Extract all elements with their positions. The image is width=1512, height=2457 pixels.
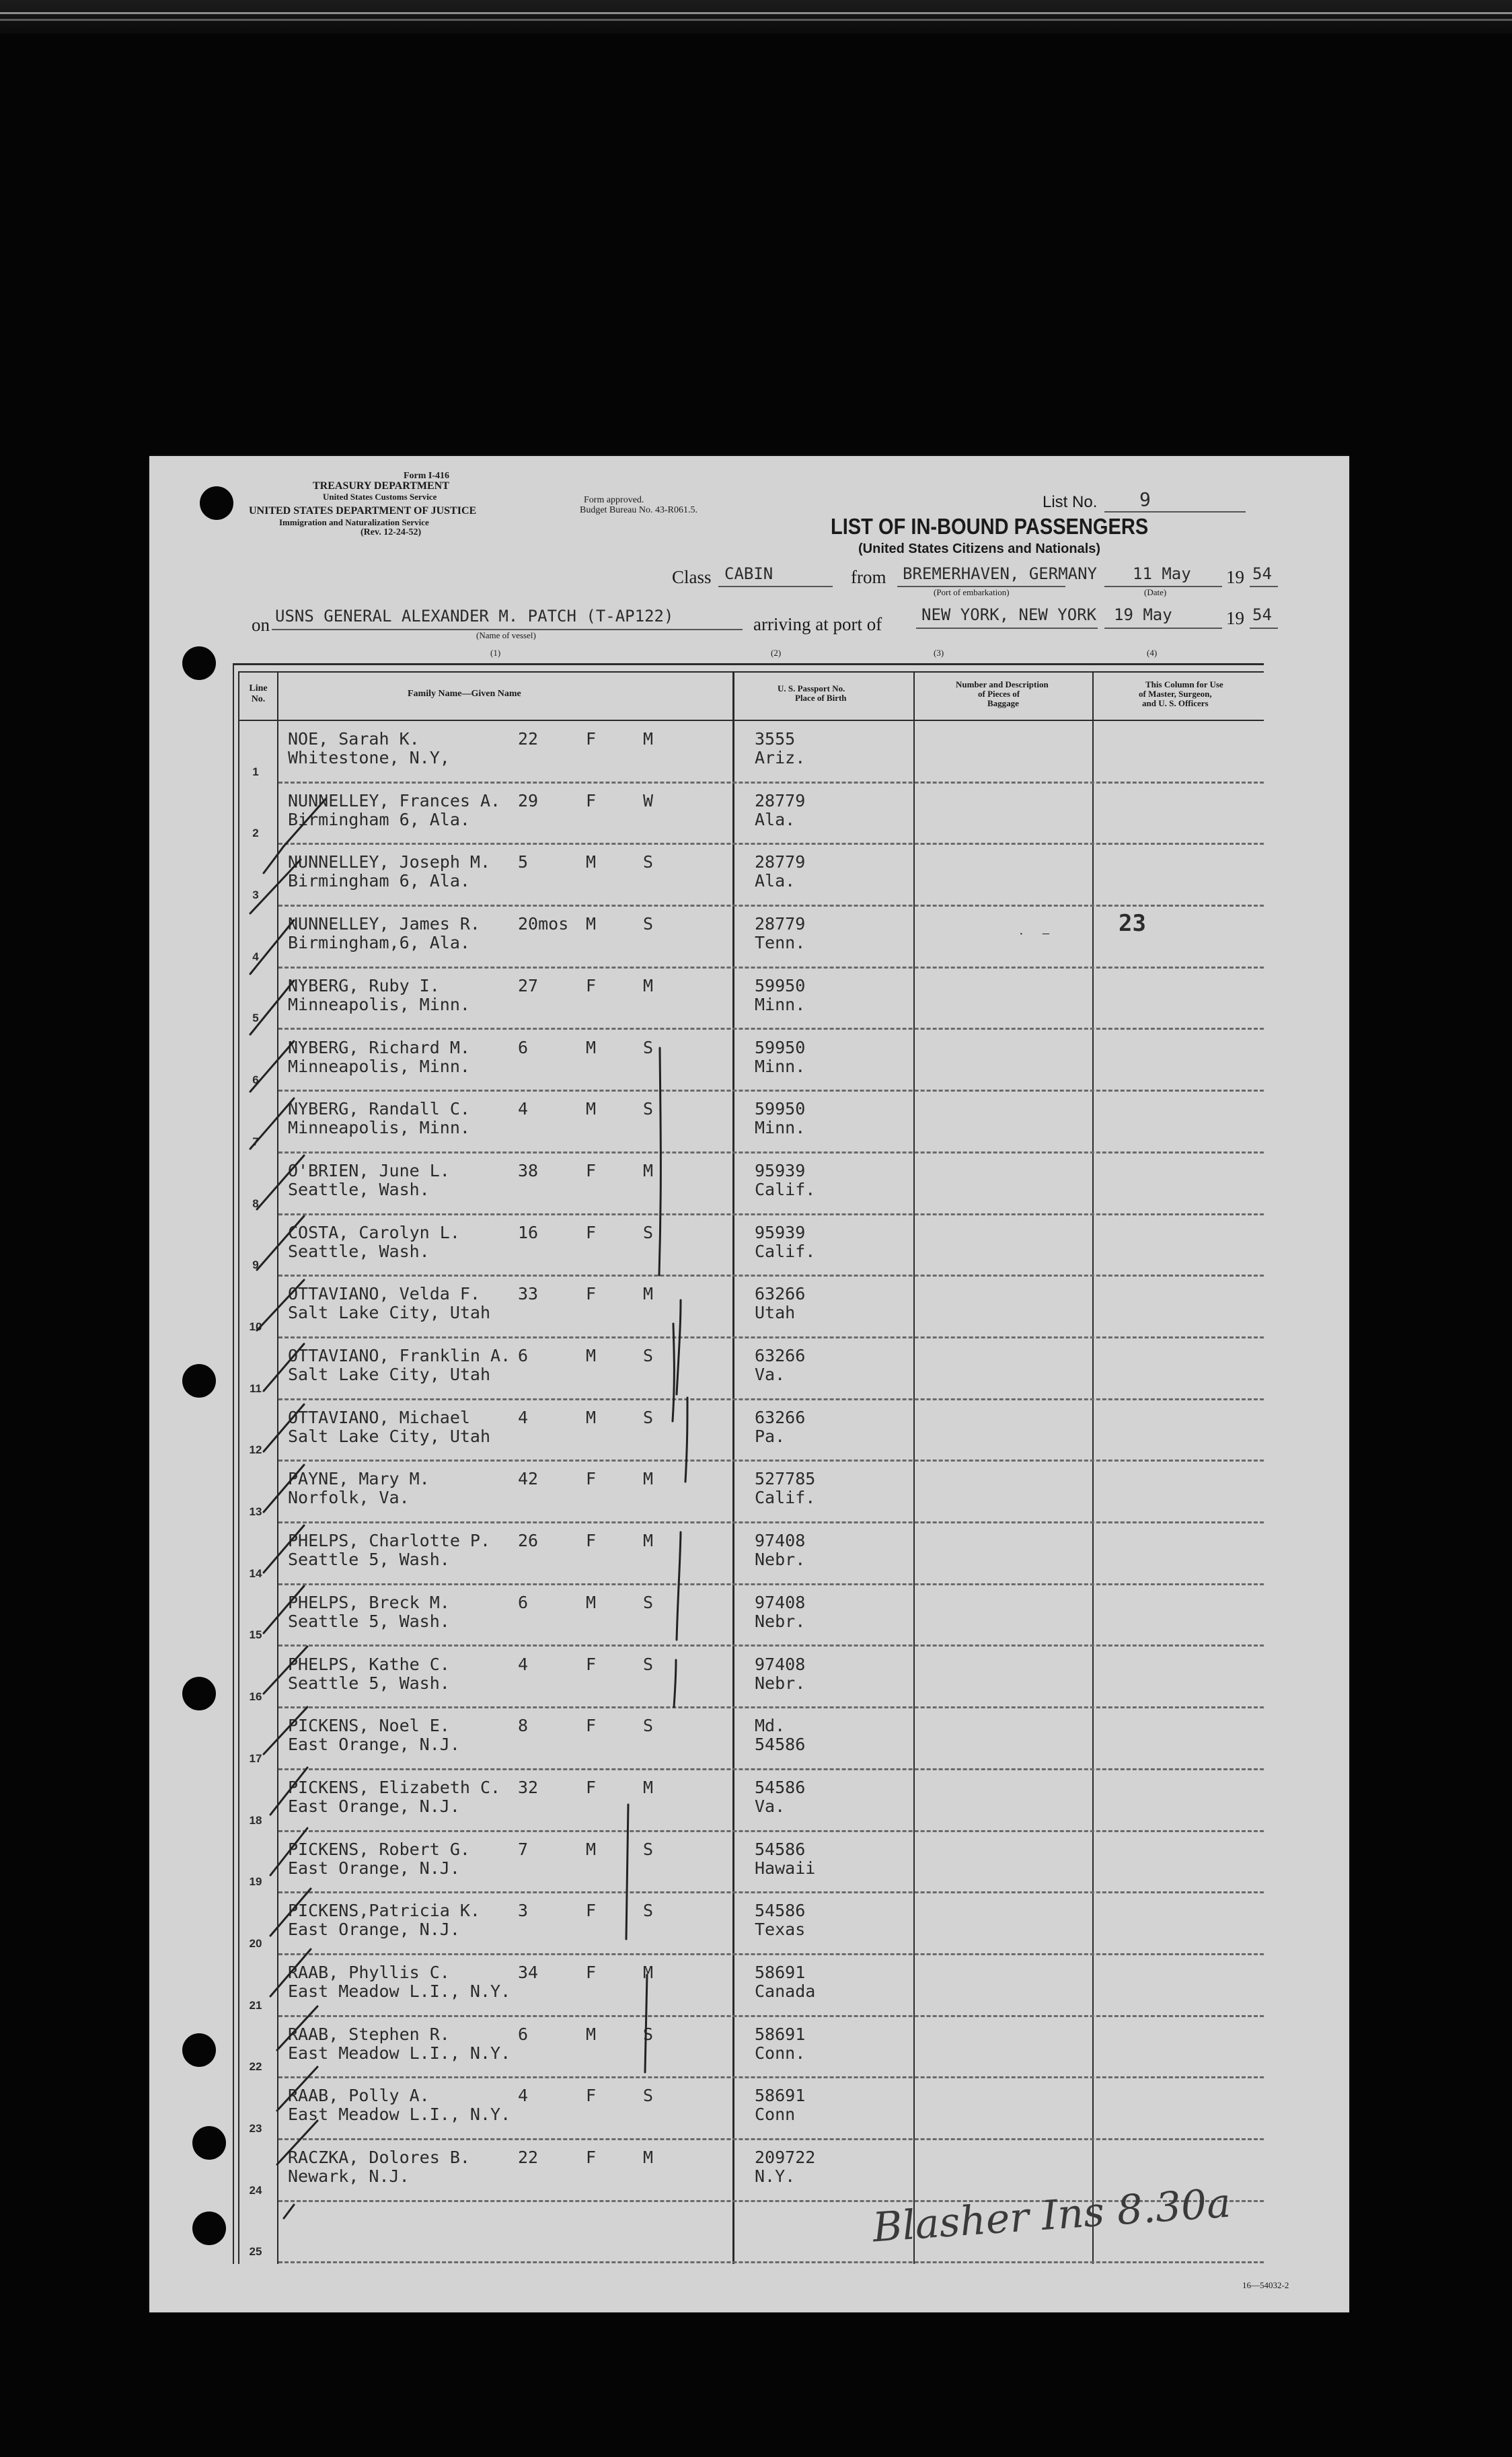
list-number-underline	[1104, 511, 1246, 513]
line-number: 11	[250, 1382, 262, 1395]
agency-treasury: TREASURY DEPARTMENT	[313, 480, 449, 492]
line-number: 18	[249, 1813, 262, 1827]
list-number-label: List No.	[1043, 493, 1098, 511]
cell-sex: M	[586, 1839, 597, 1859]
header-baggage-1: Number and Description	[956, 679, 1049, 689]
departure-date: 11 May	[1133, 564, 1191, 583]
table-row	[233, 1215, 1264, 1277]
passenger-rows	[233, 721, 1264, 2264]
agency-ins: Immigration and Naturalization Service	[279, 517, 429, 527]
cell-sex: M	[586, 1407, 597, 1427]
line-number: 3	[252, 889, 259, 902]
cell-age: 34	[518, 1963, 539, 1982]
passenger-count-mark: 23	[1119, 910, 1146, 937]
cell-residence: Birmingham,6, Ala.	[288, 933, 470, 953]
cell-status: S	[643, 1407, 654, 1427]
tick-dot: ·	[1019, 927, 1024, 942]
cell-sex: F	[586, 1963, 597, 1982]
cell-passport: 59950	[755, 1037, 806, 1057]
form-approved: Form approved.	[584, 495, 644, 505]
cell-name: NUNNELLEY, Joseph M.	[288, 852, 491, 872]
cell-status: M	[643, 1469, 654, 1489]
line-number: 23	[249, 2122, 262, 2135]
header-officers-1: This Column for Use	[1145, 679, 1223, 689]
cell-status: M	[643, 1160, 654, 1180]
cell-age: 42	[518, 1469, 539, 1489]
tick-dash: –	[1043, 925, 1049, 940]
cell-sex: F	[586, 1222, 597, 1242]
cell-name: RAAB, Stephen R.	[288, 2024, 450, 2044]
cell-residence: Seattle 5, Wash.	[288, 1673, 450, 1693]
budget-bureau-number: Budget Bureau No. 43-R061.5.	[580, 505, 697, 515]
officer-signature: Blasher Ins 8.30a	[871, 2179, 1233, 2252]
cell-name: NYBERG, Randall C.	[288, 1099, 470, 1119]
cell-birth: Conn	[755, 2105, 796, 2125]
cell-sex: M	[586, 2024, 597, 2044]
line-number: 14	[249, 1566, 262, 1580]
cell-name: NYBERG, Ruby I.	[288, 975, 440, 995]
cell-birth: Ala.	[755, 809, 796, 829]
punch-hole	[192, 2212, 226, 2245]
cell-residence: Salt Lake City, Utah	[288, 1426, 491, 1446]
cell-residence: Seattle 5, Wash.	[288, 1611, 450, 1631]
punch-hole	[182, 2033, 216, 2067]
cell-age: 4	[518, 1099, 529, 1119]
departure-year: 54	[1252, 564, 1272, 583]
header-passport: U. S. Passport No.	[778, 683, 845, 693]
arrival-year: 54	[1252, 605, 1272, 624]
cell-age: 6	[518, 1592, 529, 1612]
cell-residence: East Orange, N.J.	[288, 1796, 460, 1816]
line-number: 25	[249, 2245, 262, 2259]
cell-name: PICKENS, Robert G.	[288, 1839, 470, 1859]
table-row	[233, 968, 1264, 1030]
from-label: from	[851, 567, 886, 587]
line-number: 5	[252, 1012, 259, 1025]
cell-age: 6	[518, 2024, 529, 2044]
cell-residence: East Orange, N.J.	[288, 1735, 460, 1755]
table-row	[233, 1338, 1264, 1400]
line-number: 7	[252, 1135, 259, 1148]
cell-age: 8	[518, 1716, 529, 1736]
cell-status: S	[643, 1839, 654, 1859]
passenger-table	[233, 663, 1264, 2264]
cell-status: S	[643, 914, 654, 934]
cell-birth: Calif.	[755, 1241, 816, 1261]
cell-residence: East Meadow L.I., N.Y.	[288, 2043, 511, 2063]
arrival-port: NEW YORK, NEW YORK	[921, 605, 1097, 624]
line-number: 2	[252, 827, 259, 840]
form-revision: (Rev. 12-24-52)	[361, 527, 422, 537]
cell-sex: F	[586, 1531, 597, 1551]
cell-status: S	[643, 1099, 654, 1119]
cell-birth: 54586	[755, 1735, 806, 1755]
cell-passport: 59950	[755, 1099, 806, 1119]
cell-name: NUNNELLEY, James R.	[288, 914, 480, 934]
cell-passport: 54586	[755, 1901, 806, 1921]
cell-residence: Salt Lake City, Utah	[288, 1303, 491, 1323]
cell-birth: Pa.	[755, 1426, 786, 1446]
arrival-port-underline	[916, 628, 1098, 629]
class-underline	[718, 586, 833, 587]
line-number: 21	[249, 1998, 262, 2012]
list-number: 9	[1139, 488, 1151, 511]
header-name: Family Name—Given Name	[408, 689, 521, 699]
cell-sex: F	[586, 975, 597, 995]
line-number: 16	[249, 1690, 262, 1704]
agency-justice: UNITED STATES DEPARTMENT OF JUSTICE	[249, 505, 477, 517]
cell-residence: East Orange, N.J.	[288, 1920, 460, 1940]
embarkation-port: BREMERHAVEN, GERMANY	[903, 564, 1097, 583]
cell-passport: 97408	[755, 1531, 806, 1551]
class-label: Class	[672, 567, 712, 587]
cell-name: OTTAVIANO, Franklin A.	[288, 1346, 511, 1365]
cell-name: PICKENS,Patricia K.	[288, 1901, 480, 1921]
header-birthplace: Place of Birth	[795, 693, 847, 703]
cell-name: PHELPS, Kathe C.	[288, 1654, 450, 1674]
line-number: 24	[249, 2183, 262, 2197]
table-row	[233, 1276, 1264, 1338]
header-officers-3: and U. S. Officers	[1142, 698, 1209, 708]
cell-passport: 58691	[755, 2086, 806, 2106]
cell-sex: F	[586, 1284, 597, 1304]
cell-age: 6	[518, 1037, 529, 1057]
table-row	[233, 1955, 1264, 2016]
cell-birth: Nebr.	[755, 1611, 806, 1631]
cell-residence: Whitestone, N.Y,	[288, 748, 450, 767]
cell-birth: Hawaii	[755, 1858, 816, 1878]
cell-birth: Canada	[755, 1981, 816, 2001]
cell-name: PICKENS, Noel E.	[288, 1716, 450, 1736]
cell-residence: Birmingham 6, Ala.	[288, 871, 470, 891]
cell-age: 4	[518, 1654, 529, 1674]
cell-status: W	[643, 790, 654, 810]
cell-status: M	[643, 975, 654, 995]
cell-birth: Calif.	[755, 1179, 816, 1199]
cell-age: 4	[518, 2086, 529, 2106]
table-row	[233, 1647, 1264, 1708]
cell-sex: F	[586, 1901, 597, 1921]
cell-birth: Tenn.	[755, 933, 806, 953]
cell-age: 22	[518, 729, 539, 749]
cell-birth: Utah	[755, 1303, 796, 1323]
table-row	[233, 906, 1264, 968]
cell-sex: M	[586, 914, 597, 934]
cell-name: PHELPS, Charlotte P.	[288, 1531, 491, 1551]
cell-birth: Nebr.	[755, 1673, 806, 1693]
table-row	[233, 2016, 1264, 2078]
cell-name: RAAB, Polly A.	[288, 2086, 430, 2106]
punch-hole	[200, 486, 233, 520]
table-row	[233, 783, 1264, 845]
cell-residence: Newark, N.J.	[288, 2166, 410, 2187]
cell-name: NUNNELLEY, Frances A.	[288, 790, 501, 810]
table-row	[233, 1153, 1264, 1215]
cell-sex: F	[586, 1654, 597, 1674]
punch-hole	[182, 1677, 216, 1710]
cell-sex: M	[586, 852, 597, 872]
table-row	[233, 1708, 1264, 1770]
cell-status: M	[643, 1531, 654, 1551]
arrival-year-prefix: 19	[1226, 608, 1244, 628]
cell-sex: M	[586, 1037, 597, 1057]
form-code: 16—54032-2	[1242, 2280, 1289, 2290]
table-row	[233, 2078, 1264, 2140]
cell-residence: East Meadow L.I., N.Y.	[288, 2105, 511, 2125]
cell-passport: 63266	[755, 1346, 806, 1365]
cell-birth: Conn.	[755, 2043, 806, 2063]
header-top-rule	[238, 671, 1264, 673]
cell-name: PAYNE, Mary M.	[288, 1469, 430, 1489]
cell-passport: 97408	[755, 1592, 806, 1612]
cell-sex: F	[586, 2086, 597, 2106]
cell-age: 29	[518, 790, 539, 810]
line-number: 17	[249, 1751, 262, 1765]
arrival-date-underline	[1104, 628, 1222, 629]
table-row	[233, 1585, 1264, 1647]
line-number: 19	[249, 1875, 262, 1889]
cell-passport: 209722	[755, 2148, 816, 2168]
cell-age: 32	[518, 1777, 539, 1797]
cell-age: 7	[518, 1839, 529, 1859]
table-row	[233, 1461, 1264, 1523]
row-divider	[278, 2261, 1264, 2263]
table-row	[233, 1091, 1264, 1153]
line-number: 6	[252, 1073, 259, 1087]
cell-name: OTTAVIANO, Michael	[288, 1407, 470, 1427]
cell-age: 22	[518, 2148, 539, 2168]
table-row	[233, 844, 1264, 906]
vessel-name: USNS GENERAL ALEXANDER M. PATCH (T-AP122)	[275, 607, 674, 626]
cell-passport: 63266	[755, 1407, 806, 1427]
line-number: 13	[249, 1505, 262, 1519]
column-number-2: (2)	[771, 648, 782, 658]
cell-status: S	[643, 1654, 654, 1674]
punch-hole	[182, 1364, 216, 1398]
cell-age: 5	[518, 852, 529, 872]
table-row	[233, 1523, 1264, 1585]
column-number-4: (4)	[1147, 648, 1158, 658]
cell-passport: 59950	[755, 975, 806, 995]
vessel-caption: (Name of vessel)	[476, 630, 536, 640]
cell-passport: 63266	[755, 1284, 806, 1304]
cell-birth: Nebr.	[755, 1550, 806, 1570]
page-subtitle: (United States Citizens and Nationals)	[858, 541, 1101, 556]
line-number: 1	[252, 765, 259, 778]
date-caption: (Date)	[1144, 587, 1167, 597]
cell-birth: Minn.	[755, 994, 806, 1014]
line-number: 22	[249, 2060, 262, 2074]
cell-status: M	[643, 729, 654, 749]
punch-hole	[192, 2126, 226, 2160]
cell-sex: F	[586, 1160, 597, 1180]
cell-residence: East Orange, N.J.	[288, 1858, 460, 1878]
table-row	[233, 1893, 1264, 1955]
cell-passport: 97408	[755, 1654, 806, 1674]
line-number: 4	[252, 950, 259, 963]
cell-passport: 58691	[755, 1963, 806, 1982]
departure-year-prefix: 19	[1226, 567, 1244, 587]
line-number: 9	[252, 1258, 259, 1272]
cell-passport: Md.	[755, 1716, 786, 1736]
cell-passport: 28779	[755, 790, 806, 810]
line-number: 8	[252, 1197, 259, 1210]
cell-age: 26	[518, 1531, 539, 1551]
line-number: 15	[249, 1628, 262, 1642]
cell-status: M	[643, 1963, 654, 1982]
cell-sex: M	[586, 1592, 597, 1612]
cell-passport: 54586	[755, 1839, 806, 1859]
cell-status: S	[643, 2086, 654, 2106]
cell-birth: N.Y.	[755, 2166, 796, 2187]
cell-birth: Minn.	[755, 1056, 806, 1076]
cell-sex: F	[586, 729, 597, 749]
column-number-3: (3)	[934, 648, 944, 658]
year-underline	[1250, 586, 1278, 587]
cell-birth: Ala.	[755, 871, 796, 891]
cell-birth: Va.	[755, 1365, 786, 1384]
cell-residence: Seattle 5, Wash.	[288, 1550, 450, 1570]
arriving-label: arriving at port of	[753, 614, 882, 634]
header-baggage-2: of Pieces of	[978, 689, 1020, 699]
line-number: 20	[249, 1936, 262, 1950]
cell-status: S	[643, 2024, 654, 2044]
table-row	[233, 1400, 1264, 1462]
cell-birth: Va.	[755, 1796, 786, 1816]
cell-passport: 28779	[755, 914, 806, 934]
cell-passport: 28779	[755, 852, 806, 872]
cell-birth: Calif.	[755, 1488, 816, 1508]
cell-passport: 3555	[755, 729, 796, 749]
cell-residence: Birmingham 6, Ala.	[288, 809, 470, 829]
cell-status: S	[643, 852, 654, 872]
cell-status: S	[643, 1901, 654, 1921]
arrival-date: 19 May	[1114, 605, 1172, 624]
agency-customs: United States Customs Service	[323, 492, 437, 502]
cell-age: 38	[518, 1160, 539, 1180]
table-row	[233, 1831, 1264, 1893]
form-number: Form I-416	[404, 471, 450, 481]
table-top-rule	[233, 663, 1264, 665]
cell-birth: Texas	[755, 1920, 806, 1940]
cell-sex: F	[586, 2148, 597, 2168]
cell-passport: 54586	[755, 1777, 806, 1797]
cell-passport: 95939	[755, 1222, 806, 1242]
cell-birth: Ariz.	[755, 748, 806, 767]
line-number: 10	[249, 1320, 262, 1333]
cell-status: M	[643, 1777, 654, 1797]
table-row	[233, 1770, 1264, 1831]
cell-status: S	[643, 1222, 654, 1242]
cell-name: NOE, Sarah K.	[288, 729, 420, 749]
cell-status: M	[643, 1284, 654, 1304]
cell-passport: 58691	[755, 2024, 806, 2044]
cell-residence: Minneapolis, Minn.	[288, 1118, 470, 1138]
column-number-1: (1)	[490, 648, 501, 658]
cell-name: COSTA, Carolyn L.	[288, 1222, 460, 1242]
header-officers-2: of Master, Surgeon,	[1139, 689, 1212, 699]
on-label: on	[252, 615, 270, 635]
cell-age: 6	[518, 1346, 529, 1365]
cell-sex: F	[586, 1469, 597, 1489]
cell-name: NYBERG, Richard M.	[288, 1037, 470, 1057]
arrival-year-underline	[1250, 628, 1278, 629]
cell-status: S	[643, 1716, 654, 1736]
cell-residence: Norfolk, Va.	[288, 1488, 410, 1508]
table-row	[233, 721, 1264, 783]
cell-name: RACZKA, Dolores B.	[288, 2148, 470, 2168]
cell-age: 27	[518, 975, 539, 995]
cell-passport: 527785	[755, 1469, 816, 1489]
cell-age: 16	[518, 1222, 539, 1242]
manifest-page	[149, 456, 1349, 2312]
cell-sex: F	[586, 790, 597, 810]
cell-name: RAAB, Phyllis C.	[288, 1963, 450, 1982]
punch-hole	[182, 646, 216, 680]
cell-status: S	[643, 1592, 654, 1612]
embarkation-caption: (Port of embarkation)	[934, 587, 1010, 597]
cell-residence: East Meadow L.I., N.Y.	[288, 1981, 511, 2001]
class-value: CABIN	[724, 564, 773, 583]
cell-residence: Salt Lake City, Utah	[288, 1365, 491, 1384]
cell-age: 20mos	[518, 914, 569, 934]
cell-name: OTTAVIANO, Velda F.	[288, 1284, 480, 1304]
cell-name: O'BRIEN, June L.	[288, 1160, 450, 1180]
scan-border-top	[0, 0, 1512, 34]
cell-age: 4	[518, 1407, 529, 1427]
cell-sex: F	[586, 1716, 597, 1736]
cell-name: PHELPS, Breck M.	[288, 1592, 450, 1612]
cell-sex: M	[586, 1099, 597, 1119]
cell-status: S	[643, 1346, 654, 1365]
cell-sex: M	[586, 1346, 597, 1365]
cell-status: M	[643, 2148, 654, 2168]
cell-birth: Minn.	[755, 1118, 806, 1138]
header-line-no: Line No.	[249, 683, 268, 704]
cell-residence: Seattle, Wash.	[288, 1179, 430, 1199]
line-number: 12	[249, 1443, 262, 1457]
cell-residence: Minneapolis, Minn.	[288, 994, 470, 1014]
cell-age: 33	[518, 1284, 539, 1304]
cell-residence: Seattle, Wash.	[288, 1241, 430, 1261]
cell-status: S	[643, 1037, 654, 1057]
cell-sex: F	[586, 1777, 597, 1797]
header-baggage-3: Baggage	[987, 698, 1019, 708]
cell-age: 3	[518, 1901, 529, 1921]
table-row	[233, 1030, 1264, 1092]
page-title: LIST OF IN-BOUND PASSENGERS	[831, 514, 1149, 539]
cell-name: PICKENS, Elizabeth C.	[288, 1777, 501, 1797]
cell-residence: Minneapolis, Minn.	[288, 1056, 470, 1076]
cell-passport: 95939	[755, 1160, 806, 1180]
